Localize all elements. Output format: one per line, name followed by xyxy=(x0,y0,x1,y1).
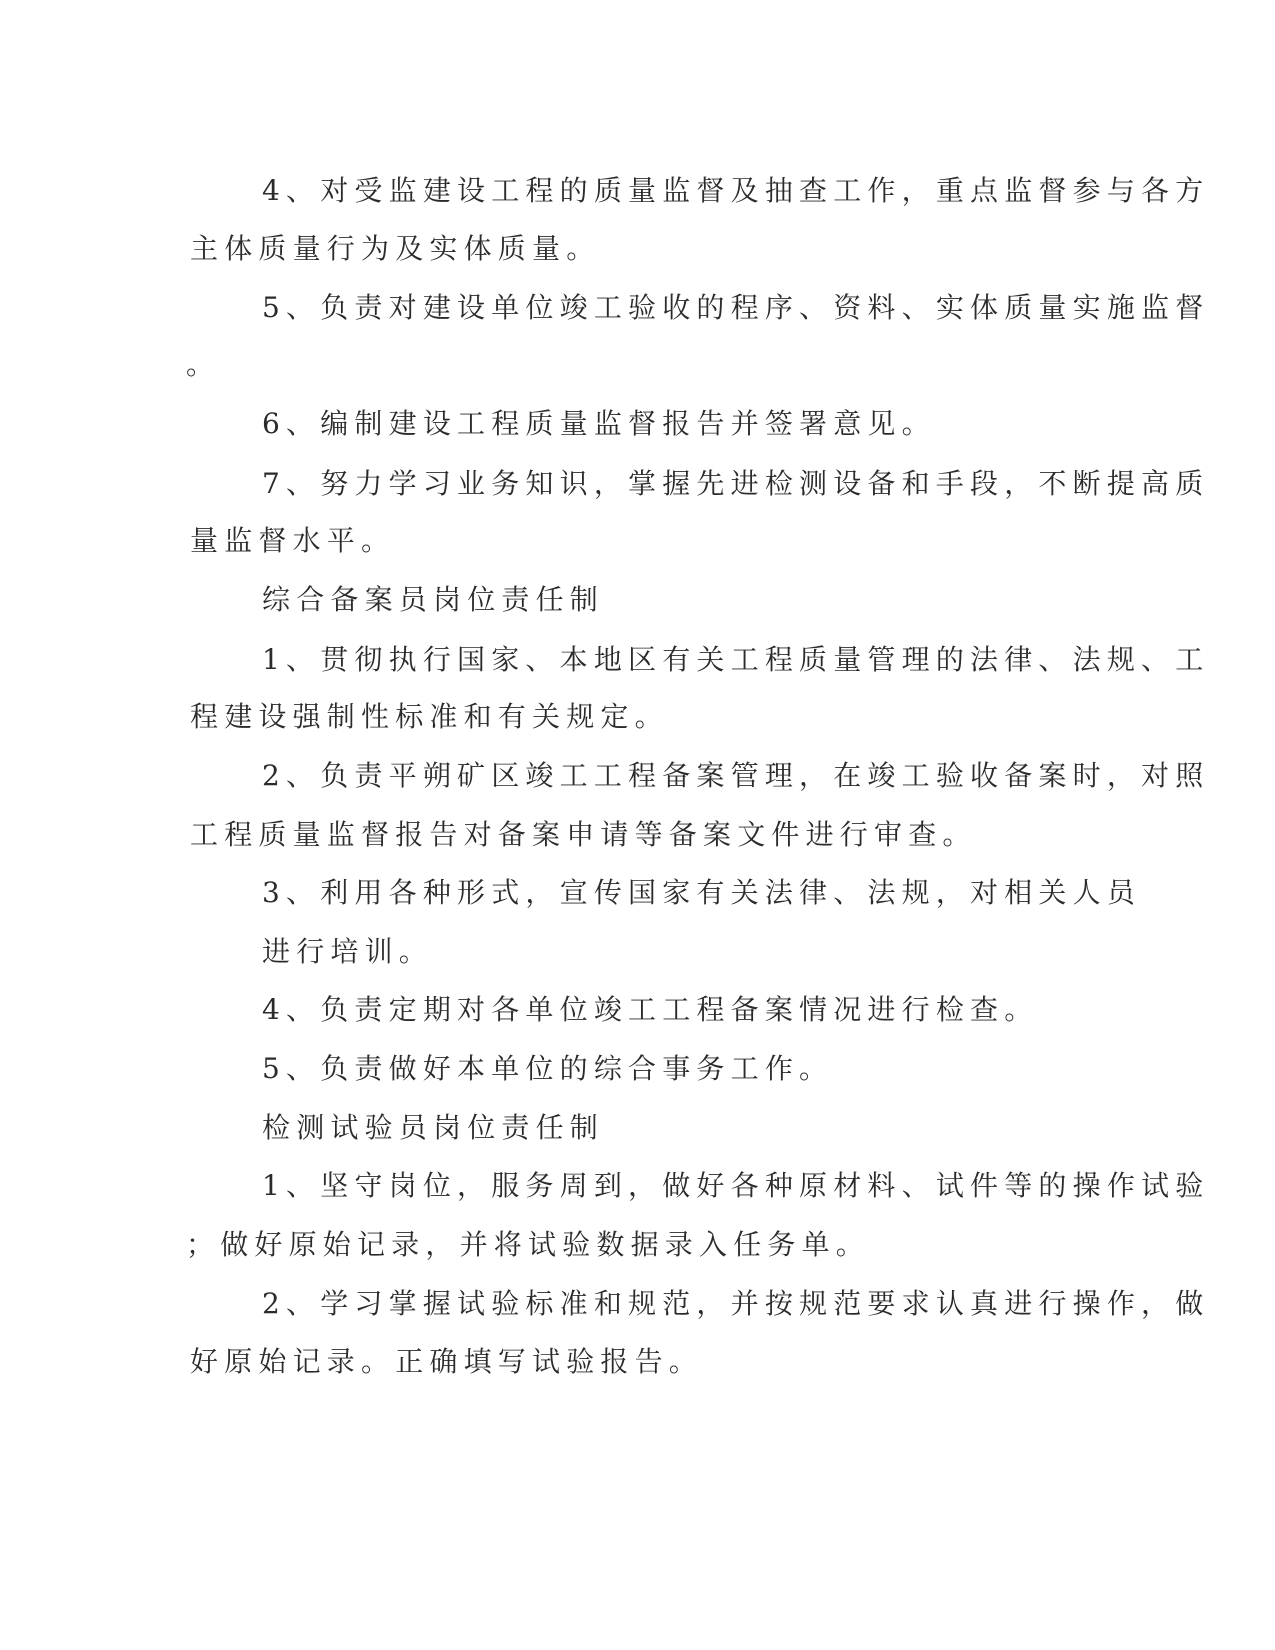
section-heading: 综合备案员岗位责任制 xyxy=(262,583,605,616)
text-line: 工程质量监督报告对备案申请等备案文件进行审查。 xyxy=(190,818,977,851)
text-line: 2、学习掌握试验标准和规范，并按规范要求认真进行操作，做 xyxy=(262,1287,1210,1320)
text-line: 2、负责平朔矿区竣工工程备案管理，在竣工验收备案时，对照 xyxy=(262,759,1210,792)
text-line: 量监督水平。 xyxy=(190,524,396,557)
text-line: 4、对受监建设工程的质量监督及抽查工作，重点监督参与各方 xyxy=(262,174,1210,207)
text-line: 3、利用各种形式，宣传国家有关法律、法规，对相关人员 xyxy=(262,876,1142,909)
text-line: 1、坚守岗位，服务周到，做好各种原材料、试件等的操作试验 xyxy=(262,1169,1210,1202)
section-heading: 检测试验员岗位责任制 xyxy=(262,1111,605,1144)
text-line: 1、贯彻执行国家、本地区有关工程质量管理的法律、法规、工 xyxy=(262,643,1210,676)
text-line: ；做好原始记录，并将试验数据录入任务单。 xyxy=(186,1228,871,1261)
text-line: 5、负责对建设单位竣工验收的程序、资料、实体质量实施监督 xyxy=(262,291,1210,324)
text-line: 主体质量行为及实体质量。 xyxy=(190,232,601,265)
text-line: 好原始记录。正确填写试验报告。 xyxy=(190,1345,704,1378)
text-line: 7、努力学习业务知识，掌握先进检测设备和手段，不断提高质 xyxy=(262,467,1210,500)
text-line: 6、编制建设工程质量监督报告并签署意见。 xyxy=(262,407,936,440)
text-line: 程建设强制性标准和有关规定。 xyxy=(190,700,669,733)
text-line: 5、负责做好本单位的综合事务工作。 xyxy=(262,1052,834,1085)
text-line: 4、负责定期对各单位竣工工程备案情况进行检查。 xyxy=(262,993,1039,1026)
text-line: 。 xyxy=(186,348,221,381)
text-line: 进行培训。 xyxy=(262,935,434,968)
